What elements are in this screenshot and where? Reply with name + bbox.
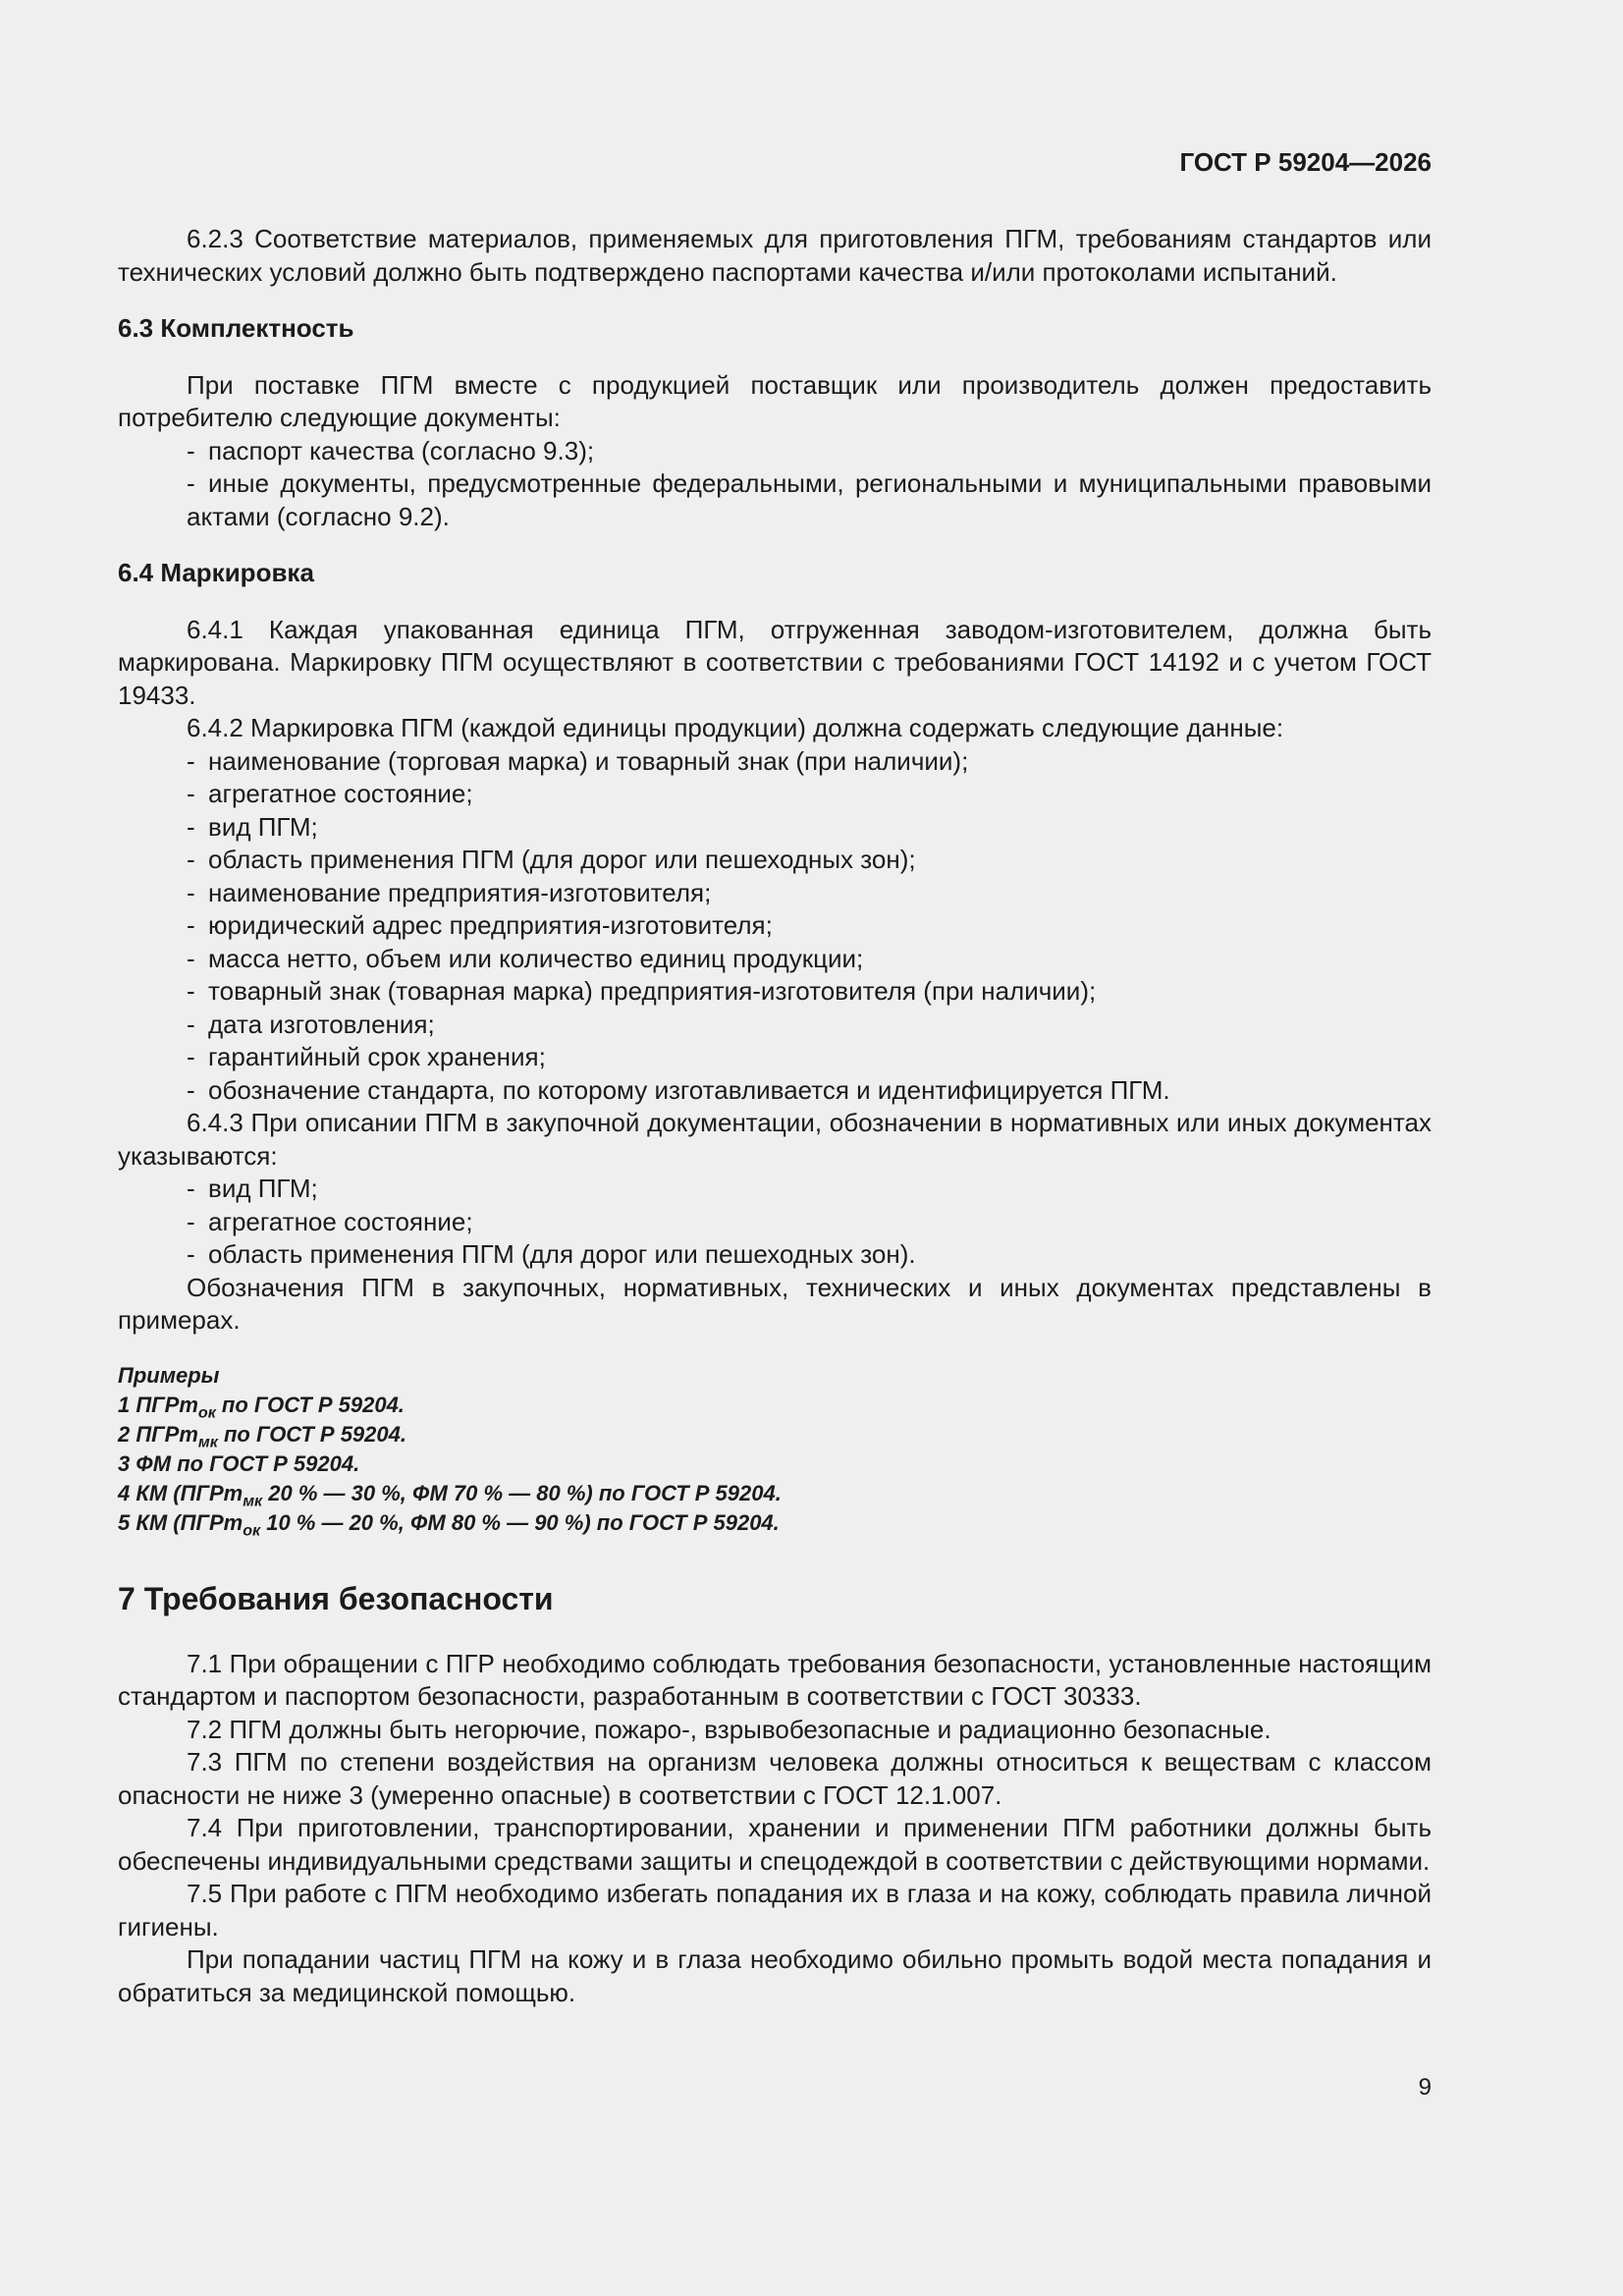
page-content xyxy=(118,223,1432,2009)
example-1: 1 ПГРт$_{ок}$ по ГОСТ Р 59204. xyxy=(118,1392,405,1421)
list-item: - товарный знак (товарная марка) предприятия-изготовителя (при наличии); xyxy=(187,976,1097,1006)
list-item: - вид ПГМ; xyxy=(187,811,318,842)
paragraph-6-4-2: 6.4.2 Маркировка ПГМ (каждой единицы продукции) должна содержать следующие данные: xyxy=(187,713,1284,742)
list-item: - юридический адрес предприятия-изготовителя; xyxy=(187,910,773,940)
list-item: - наименование (торговая марка) и товарный знак (при наличии); xyxy=(187,745,969,776)
heading-6-3: 6.3 Комплектность xyxy=(118,313,354,343)
list-item: - область применения ПГМ (для дорог или пешеходных зон). xyxy=(187,1239,916,1269)
list-item: - наименование предприятия-изготовителя; xyxy=(187,877,712,907)
example-3: 3 ФМ по ГОСТ Р 59204. xyxy=(118,1450,360,1476)
list-item: - обозначение стандарта, по которому изготавливается и идентифицируется ПГМ. xyxy=(187,1074,1170,1105)
list-item: - паспорт качества (согласно 9.3); xyxy=(187,435,595,465)
example-2: 2 ПГРт$_{мк}$ по ГОСТ Р 59204. xyxy=(118,1421,406,1450)
list-item: - масса нетто, объем или количество единиц продукции; xyxy=(187,943,864,973)
paragraph-6-4-3: 6.4.3 При описании ПГМ в закупочной документации, обозначении в нормативных или иных документах указываются: xyxy=(118,1108,1432,1171)
example-4: 4 КМ (ПГРт$_{мк}$ 20 % — 30 %, ФМ 70 % — 80 %) по ГОСТ Р 59204. xyxy=(118,1480,782,1509)
paragraph-7-2: 7.2 ПГМ должны быть негорючие, пожаро-, взрывобезопасные и радиационно безопасные. xyxy=(187,1714,1271,1744)
list-item: - агрегатное состояние; xyxy=(187,779,473,808)
paragraph-6-4-1: 6.4.1 Каждая упакованная единица ПГМ, отгруженная заводом-изготовителем, должна быть маркирована. Маркировку ПГМ осуществляют в соответствии с требованиями ГОСТ 14192 и с учетом ГОСТ 19433. xyxy=(118,614,1432,710)
list-item: - агрегатное состояние; xyxy=(187,1206,473,1236)
document-header: ГОСТ Р 59204—2026 xyxy=(1179,147,1432,177)
page-number: 9 xyxy=(1418,2074,1432,2101)
paragraph-7-5: 7.5 При работе с ПГМ необходимо избегать попадания их в глаза и на кожу, соблюдать правила личной гигиены. xyxy=(118,1879,1432,1941)
paragraph-7-5-first-aid: При попадании частиц ПГМ на кожу и в глаза необходимо обильно промыть водой места попадания и обратиться за медицинской помощью. xyxy=(118,1944,1432,2007)
examples-block xyxy=(118,1361,1432,1538)
paragraph-6-4-3-designations: Обозначения ПГМ в закупочных, нормативных, технических и иных документах представлены в примерах. xyxy=(118,1272,1432,1335)
paragraph-7-4: 7.4 При приготовлении, транспортировании, хранении и применении ПГМ работники должны быть обеспечены индивидуальными средствами защиты и спецодеждой в соответствии с действующими нормами. xyxy=(118,1813,1432,1876)
list-item: - иные документы, предусмотренные федеральными, региональными и муниципальными правовыми актами (согласно 9.2). xyxy=(187,468,1432,531)
list-item: - область применения ПГМ (для дорог или пешеходных зон); xyxy=(187,845,916,874)
paragraph-6-3: При поставке ПГМ вместе с продукцией поставщик или производитель должен предоставить потребителю следующие документы: xyxy=(118,369,1432,432)
paragraph-7-3: 7.3 ПГМ по степени воздействия на организм человека должны относиться к веществам с классом опасности не ниже 3 (умеренно опасные) в соответствии с ГОСТ 12.1.007. xyxy=(118,1747,1432,1810)
list-item: - дата изготовления; xyxy=(187,1009,435,1039)
list-item: - гарантийный срок хранения; xyxy=(187,1042,546,1071)
section-7-heading: 7 Требования безопасности xyxy=(118,1580,554,1616)
example-5: 5 КМ (ПГРт$_{ок}$ 10 % — 20 %, ФМ 80 % — 90 %) по ГОСТ Р 59204. xyxy=(118,1509,780,1539)
paragraph-7-1: 7.1 При обращении с ПГР необходимо соблюдать требования безопасности, установленные настоящим стандартом и паспортом безопасности, разработанным в соответствии с ГОСТ 30333. xyxy=(118,1648,1432,1711)
paragraph-6-2-3: 6.2.3 Соответствие материалов, применяемых для приготовления ПГМ, требованиям стандартов или технических условий должно быть подтверждено паспортами качества и/или протоколами испытаний. xyxy=(118,224,1432,287)
heading-6-4: 6.4 Маркировка xyxy=(118,558,314,587)
examples-title: Примеры xyxy=(118,1362,220,1388)
list-item: - вид ПГМ; xyxy=(187,1174,318,1203)
